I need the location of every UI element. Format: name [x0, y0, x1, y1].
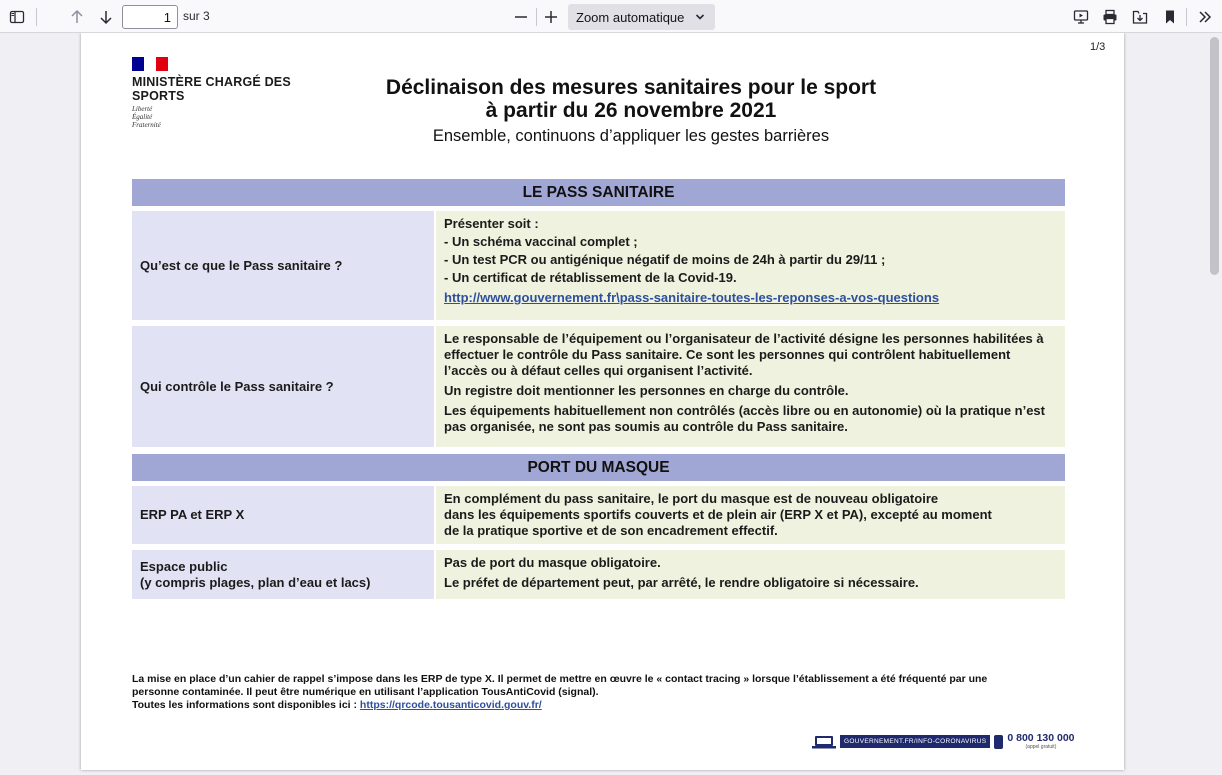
- tousanticovid-link[interactable]: https://qrcode.tousanticovid.gouv.fr/: [359, 699, 542, 711]
- title-line-2: à partir du 26 novembre 2021: [485, 99, 777, 122]
- answer-cell: Présenter soit : - Un schéma vaccinal complet ; - Un test PCR ou antigénique négatif de moins de 24h à partir du 29/11 ; - Un certificat de rétablissement de la Covid-19. http://www.gouvernement.fr\pass-sanitaire-toutes-les-reponses-a-vos-questions: [436, 211, 1065, 320]
- footer-info-badge: [812, 733, 1075, 750]
- ministry-name: MINISTÈRE CHARGÉ DES SPORTS: [132, 75, 291, 103]
- table-row: [132, 326, 1065, 447]
- table-row: [132, 550, 1065, 599]
- scrollbar-thumb[interactable]: [1210, 37, 1219, 275]
- print-button[interactable]: [1097, 4, 1123, 29]
- vertical-scrollbar[interactable]: [1206, 33, 1222, 775]
- question-cell: ERP PA et ERP X: [132, 486, 434, 544]
- document-title: [371, 76, 891, 146]
- arrow-up-icon: [69, 9, 85, 25]
- question-cell: Qui contrôle le Pass sanitaire ?: [132, 326, 434, 447]
- section-header-pass-sanitaire: LE PASS SANITAIRE: [132, 179, 1065, 206]
- section-header-port-du-masque: PORT DU MASQUE: [132, 454, 1065, 481]
- presentation-icon: [1073, 9, 1089, 25]
- sidebar-icon: [9, 9, 25, 25]
- download-icon: [1132, 9, 1148, 25]
- document-viewer[interactable]: [0, 33, 1222, 775]
- toolbar-separator: [1186, 8, 1187, 26]
- phone-note: (appel gratuit): [1025, 744, 1057, 750]
- zoom-select[interactable]: [568, 4, 715, 30]
- question-cell: Qu’est ce que le Pass sanitaire ?: [132, 211, 434, 320]
- phone-icon: [994, 735, 1003, 749]
- minus-icon: [513, 9, 529, 25]
- previous-page-button[interactable]: [64, 4, 90, 29]
- presentation-mode-button[interactable]: [1068, 4, 1094, 29]
- tools-menu-button[interactable]: [1192, 4, 1218, 29]
- toolbar-separator: [536, 8, 537, 26]
- page-indicator: 1/3: [1090, 41, 1106, 53]
- double-chevron-right-icon: [1197, 9, 1213, 25]
- republic-motto: Liberté Égalité Fraternité: [132, 105, 161, 129]
- pass-sanitaire-link[interactable]: http://www.gouvernement.fr\pass-sanitaire-toutes-les-reponses-a-vos-questions: [444, 290, 940, 305]
- printer-icon: [1102, 9, 1118, 25]
- footnote: La mise en place d’un cahier de rappel s’impose dans les ERP de type X. Il permet de mettre en œuvre le « contact tracing » lorsque l’établissement a été fréquenté par une personne contaminée. Il peut être numérique en utilisant l’application TousAntiCovid (signal). Toutes les informations sont disponibles ici : https://qrcode.tousanticovid.gouv.fr/: [132, 673, 988, 711]
- table-row: [132, 486, 1065, 544]
- toolbar-separator: [36, 8, 37, 26]
- title-line-1: Déclinaison des mesures sanitaires pour le sport: [385, 76, 877, 99]
- bookmark-icon: [1162, 9, 1178, 25]
- zoom-out-button[interactable]: [508, 4, 534, 29]
- page-number-input[interactable]: [122, 5, 178, 29]
- pdf-page: [81, 33, 1124, 770]
- bookmark-button[interactable]: [1157, 4, 1183, 29]
- question-cell: Espace public (y compris plages, plan d’eau et lacs): [132, 550, 434, 599]
- next-page-button[interactable]: [93, 4, 119, 29]
- pdf-toolbar: [0, 0, 1222, 33]
- laptop-icon: [812, 735, 836, 749]
- phone-number: 0 800 130 000: [1007, 732, 1075, 744]
- zoom-in-button[interactable]: [538, 4, 564, 29]
- chevron-down-icon: [695, 12, 705, 22]
- french-flag-icon: [132, 57, 168, 71]
- plus-icon: [543, 9, 559, 25]
- table-row: [132, 211, 1065, 320]
- page-count: sur 3: [183, 9, 210, 23]
- phone-info: [1007, 733, 1074, 750]
- answer-cell: En complément du pass sanitaire, le port du masque est de nouveau obligatoire dans les équipements sportifs couverts et de plein air (ERP X et PA), excepté au moment de la pratique sportive et de son encadrement effectif.: [436, 486, 1065, 544]
- gov-info-tag: GOUVERNEMENT.FR/INFO-CORONAVIRUS: [840, 735, 990, 748]
- sidebar-toggle-button[interactable]: [4, 4, 30, 29]
- save-button[interactable]: [1127, 4, 1153, 29]
- answer-cell: Le responsable de l’équipement ou l’organisateur de l’activité désigne les personnes habilitées à effectuer le contrôle du Pass sanitaire. Ce sont les personnes qui contrôlent habituellement l’accès ou à défaut celles qui organisent l’activité. Un registre doit mentionner les personnes en charge du contrôle. Les équipements habituellement non contrôlés (accès libre ou en autonomie) où la pratique n’est pas organisée, ne sont pas soumis au contrôle du Pass sanitaire.: [436, 326, 1065, 447]
- document-subtitle: Ensemble, continuons d’appliquer les gestes barrières: [432, 127, 830, 145]
- arrow-down-icon: [98, 9, 114, 25]
- zoom-select-value: Zoom automatique: [576, 9, 685, 25]
- ministry-logo: [132, 57, 292, 129]
- answer-cell: Pas de port du masque obligatoire. Le préfet de département peut, par arrêté, le rendre obligatoire si nécessaire.: [436, 550, 1065, 599]
